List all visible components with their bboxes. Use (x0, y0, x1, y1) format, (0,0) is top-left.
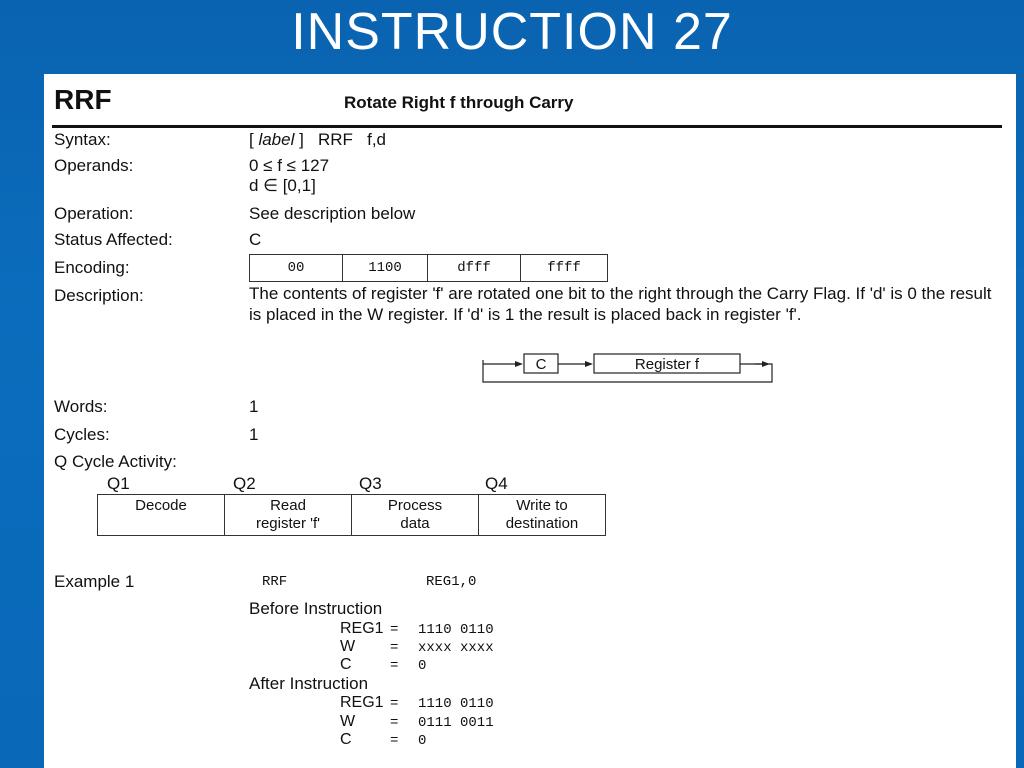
cycles-value: 1 (249, 425, 259, 444)
qcycle-cell (352, 495, 479, 536)
syntax-instr: RRF f,d (318, 130, 387, 149)
after-value: 0 (418, 733, 427, 749)
before-name: C (340, 656, 352, 673)
example-instr: RRF (262, 574, 288, 590)
encoding-cell: 1100 (343, 255, 428, 281)
diagram-arrowhead (515, 361, 523, 367)
operation-label: Operation: (54, 204, 134, 223)
operands-label: Operands: (54, 156, 134, 175)
operands-line2: d ∈ [0,1] (249, 176, 316, 195)
words-value: 1 (249, 397, 259, 416)
before-eq: = (390, 640, 399, 656)
qcycle-label: Q Cycle Activity: (54, 452, 177, 471)
operation-value: See description below (249, 204, 416, 223)
cycles-label: Cycles: (54, 425, 110, 444)
before-title: Before Instruction (249, 599, 383, 618)
after-eq: = (390, 696, 399, 712)
qcycle-cell-line1: Write to (516, 497, 568, 514)
encoding-cell: 00 (250, 255, 343, 281)
table-row (98, 495, 606, 536)
carry-label: C (535, 356, 547, 373)
qcycle-header: Q4 (485, 474, 508, 493)
before-name: W (340, 638, 356, 655)
qcycle-cell-line2: data (400, 515, 430, 532)
qcycle-cell-line1: Process (387, 497, 443, 514)
syntax-open-bracket: [ (249, 130, 259, 149)
encoding-cell: dfff (428, 255, 521, 281)
diagram-arrowhead (762, 361, 770, 367)
qcycle-header: Q1 (107, 474, 130, 493)
after-eq: = (390, 715, 399, 731)
after-eq: = (390, 733, 399, 749)
rotate-diagram (479, 350, 779, 386)
operands-line1: 0 ≤ f ≤ 127 (249, 156, 330, 175)
datasheet-page (44, 74, 1016, 768)
syntax-label: Syntax: (54, 130, 111, 149)
encoding-label: Encoding: (54, 258, 130, 277)
qcycle-table (97, 494, 606, 536)
instruction-mnemonic: RRF (54, 84, 112, 115)
before-eq: = (390, 622, 399, 638)
description-label: Description: (54, 286, 144, 305)
before-value: xxxx xxxx (418, 640, 494, 656)
register-label: Register f (634, 356, 700, 373)
syntax-close-bracket: ] (294, 130, 304, 149)
instruction-heading: Rotate Right f through Carry (344, 93, 574, 112)
qcycle-header: Q3 (359, 474, 382, 493)
slide-title: INSTRUCTION 27 (291, 3, 733, 61)
qcycle-cell-line1: Decode (135, 497, 187, 514)
after-value: 1110 0110 (418, 696, 494, 712)
after-name: W (340, 713, 356, 730)
qcycle-cell (225, 495, 352, 536)
qcycle-cell (98, 495, 225, 536)
diagram-arrowhead (585, 361, 593, 367)
example-label: Example 1 (54, 572, 135, 591)
status-value: C (249, 230, 262, 249)
before-value: 0 (418, 658, 427, 674)
encoding-box (249, 254, 608, 282)
qcycle-header: Q2 (233, 474, 256, 493)
description-text: The contents of register 'f' are rotated one bit to the right through the Carry Flag. If 'd' is 0 the result is placed in the W register. If 'd' is 1 the result is placed back in register 'f'. (249, 284, 992, 324)
syntax-value (249, 130, 386, 150)
qcycle-cell-line2: register 'f' (255, 515, 321, 532)
qcycle-cell-line2: destination (505, 515, 579, 532)
encoding-cell: ffff (547, 260, 581, 276)
heading-rule (52, 125, 1002, 128)
before-value: 1110 0110 (418, 622, 494, 638)
after-value: 0111 0011 (418, 715, 494, 731)
before-eq: = (390, 658, 399, 674)
status-label: Status Affected: (54, 230, 173, 249)
syntax-label-italic: label (258, 130, 295, 149)
words-label: Words: (54, 397, 108, 416)
after-name: REG1 (340, 694, 384, 711)
qcycle-cell-line1: Read (270, 497, 306, 514)
example-operands: REG1,0 (426, 574, 477, 590)
after-title: After Instruction (249, 674, 369, 693)
after-name: C (340, 731, 352, 748)
before-name: REG1 (340, 620, 384, 637)
qcycle-cell (479, 495, 606, 536)
